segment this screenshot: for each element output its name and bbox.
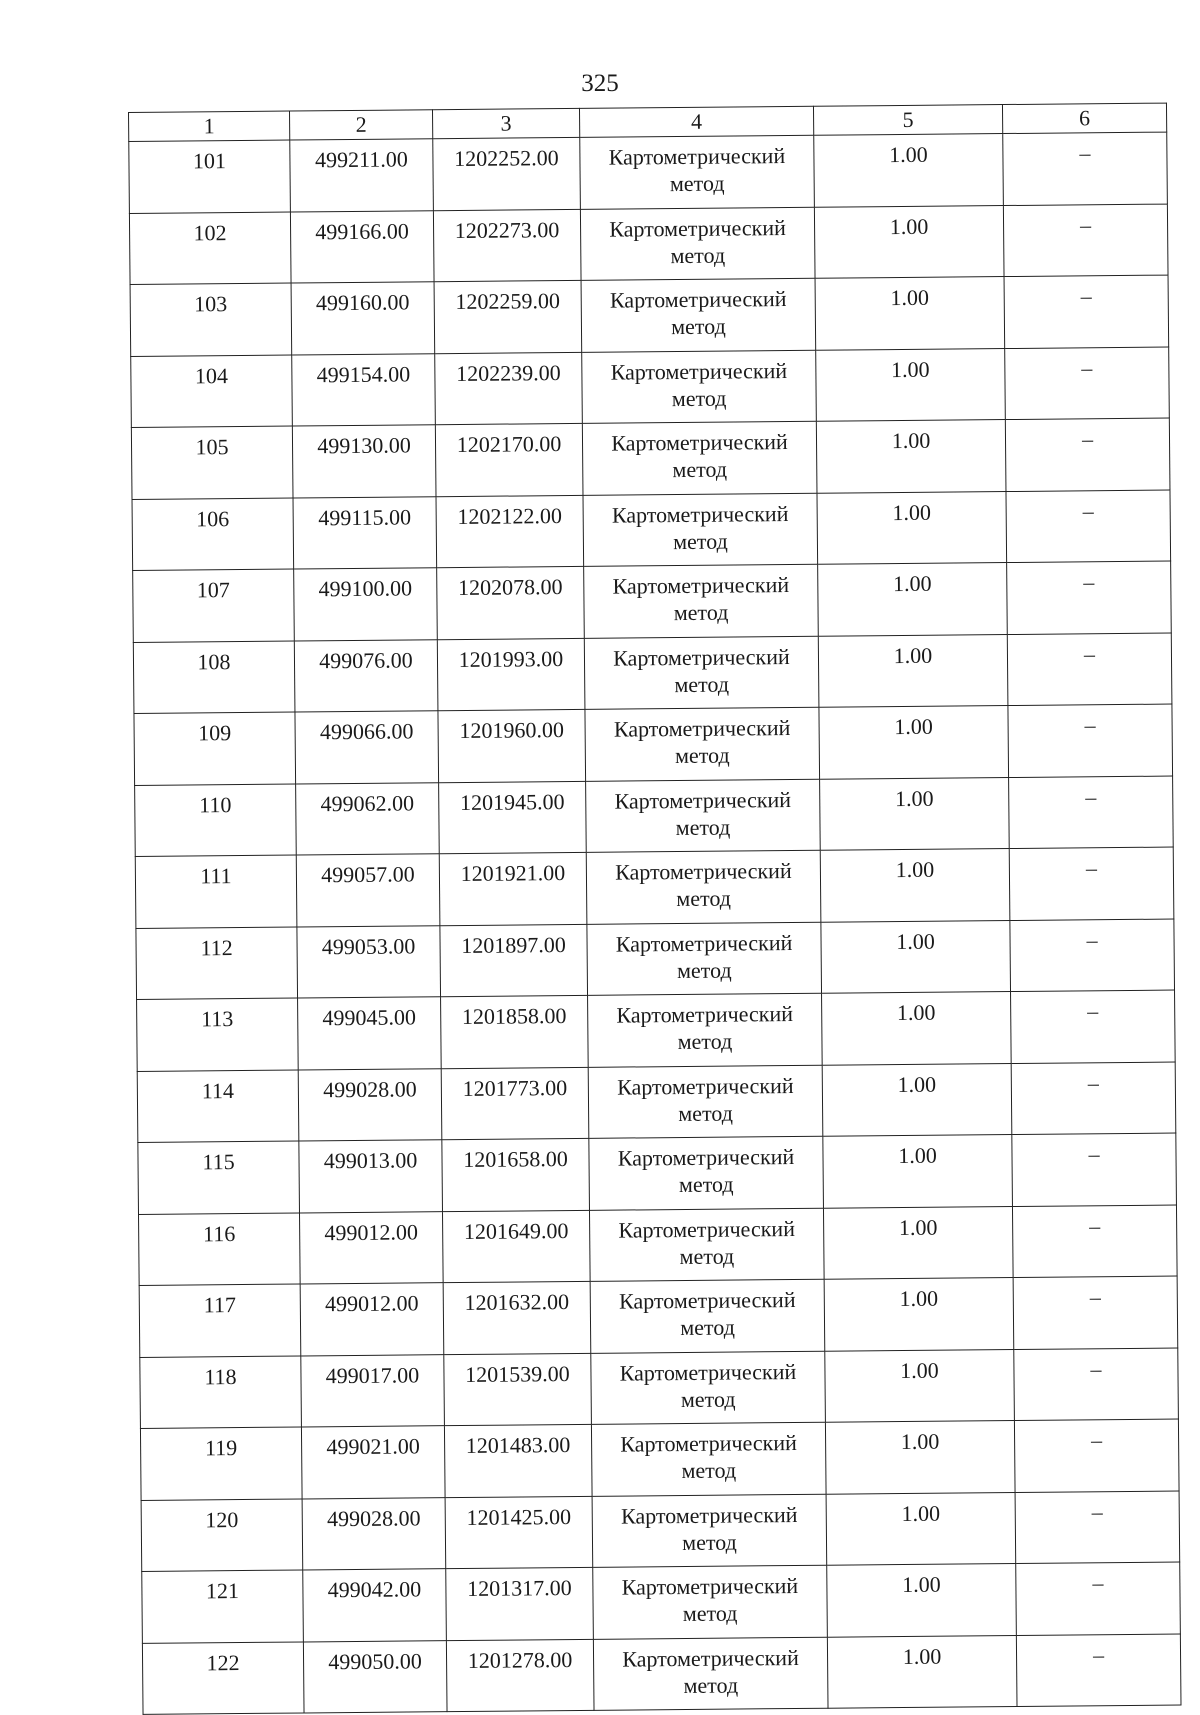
note-cell: – <box>1008 704 1173 777</box>
x-coordinate-cell: 499013.00 <box>299 1140 443 1213</box>
y-coordinate-cell: 1202122.00 <box>436 495 584 568</box>
point-number-cell: 121 <box>142 1570 304 1643</box>
x-coordinate-cell: 499160.00 <box>291 282 435 355</box>
x-coordinate-cell: 499130.00 <box>292 425 436 498</box>
accuracy-cell: 1.00 <box>820 777 1010 850</box>
accuracy-cell: 1.00 <box>825 1421 1015 1494</box>
method-line: метод <box>673 528 728 554</box>
table-row <box>132 490 1171 571</box>
column-header: 3 <box>432 108 579 138</box>
note-cell: – <box>1003 204 1168 277</box>
note-cell: – <box>1009 776 1174 849</box>
method-line: метод <box>683 1672 739 1698</box>
method-line: метод <box>681 1457 737 1484</box>
table-row <box>131 418 1170 499</box>
point-number-cell: 118 <box>140 1355 302 1428</box>
note-cell: – <box>1007 633 1172 706</box>
table-row <box>142 1634 1181 1715</box>
method-line: Картометрический <box>615 858 792 885</box>
method-line: метод <box>682 1529 737 1555</box>
x-coordinate-cell: 499211.00 <box>290 139 434 212</box>
method-line: Картометрический <box>617 1143 795 1171</box>
page-number: 325 <box>581 70 619 97</box>
method-cell <box>593 1565 828 1639</box>
accuracy-cell: 1.00 <box>822 992 1012 1065</box>
table-row <box>137 990 1176 1071</box>
x-coordinate-cell: 499066.00 <box>295 711 439 784</box>
method-line: метод <box>669 170 725 197</box>
method-line: метод <box>673 599 729 626</box>
method-line: метод <box>671 313 726 340</box>
method-line: Картометрический <box>618 1215 796 1243</box>
note-cell: – <box>1005 347 1170 420</box>
note-cell: – <box>1006 490 1171 563</box>
table-row <box>134 704 1173 785</box>
table-row <box>139 1276 1178 1357</box>
table-row <box>135 847 1174 928</box>
method-line: Картометрический <box>612 572 790 599</box>
method-line: метод <box>682 1600 738 1627</box>
note-cell: – <box>1010 919 1175 992</box>
method-cell <box>584 564 819 638</box>
method-cell <box>583 493 818 567</box>
y-coordinate-cell: 1201649.00 <box>442 1210 590 1283</box>
x-coordinate-cell: 499100.00 <box>294 568 438 641</box>
column-header: 5 <box>813 105 1002 136</box>
method-line: Картометрический <box>616 1001 794 1028</box>
accuracy-cell: 1.00 <box>827 1564 1017 1637</box>
note-cell: – <box>1004 275 1169 348</box>
point-number-cell: 117 <box>139 1284 301 1357</box>
table-row <box>141 1491 1180 1572</box>
note-cell: – <box>1015 1491 1180 1564</box>
accuracy-cell: 1.00 <box>814 205 1004 278</box>
method-line: Картометрический <box>611 429 788 456</box>
table-row <box>140 1419 1179 1500</box>
note-cell: – <box>1012 1205 1177 1278</box>
table-row <box>129 132 1168 213</box>
x-coordinate-cell: 499028.00 <box>302 1497 446 1570</box>
y-coordinate-cell: 1201483.00 <box>444 1424 592 1497</box>
accuracy-cell: 1.00 <box>816 348 1006 421</box>
method-cell <box>584 636 819 710</box>
method-line: Картометрический <box>609 214 786 242</box>
method-line: Картометрический <box>608 143 786 170</box>
point-number-cell: 115 <box>138 1141 300 1214</box>
method-line: Картометрический <box>613 715 791 742</box>
note-cell: – <box>1014 1348 1179 1421</box>
y-coordinate-cell: 1201897.00 <box>440 924 588 997</box>
method-line: Картометрический <box>614 786 792 814</box>
method-cell <box>582 421 817 495</box>
x-coordinate-cell: 499021.00 <box>301 1426 445 1499</box>
point-number-cell: 103 <box>130 283 292 356</box>
method-line: Картометрический <box>611 500 789 528</box>
method-line: метод <box>672 456 728 483</box>
y-coordinate-cell: 1201993.00 <box>437 638 585 711</box>
accuracy-cell: 1.00 <box>817 491 1007 564</box>
method-cell <box>587 922 822 996</box>
method-cell <box>590 1279 825 1353</box>
point-number-cell: 120 <box>141 1498 303 1571</box>
method-line: метод <box>676 885 732 912</box>
column-header: 1 <box>129 111 290 141</box>
method-line: Картометрический <box>619 1358 797 1386</box>
accuracy-cell: 1.00 <box>826 1492 1016 1565</box>
point-number-cell: 102 <box>129 212 291 285</box>
method-line: Картометрический <box>621 1572 799 1600</box>
column-header: 4 <box>579 106 813 137</box>
note-cell: – <box>1003 132 1168 205</box>
y-coordinate-cell: 1202259.00 <box>434 280 582 353</box>
table-row <box>136 919 1175 1000</box>
accuracy-cell: 1.00 <box>821 920 1011 993</box>
table-row <box>139 1205 1178 1286</box>
method-line: метод <box>674 742 730 769</box>
method-line: Картометрический <box>615 929 793 957</box>
accuracy-cell: 1.00 <box>824 1278 1014 1351</box>
y-coordinate-cell: 1202170.00 <box>435 423 583 496</box>
method-line: метод <box>671 385 727 411</box>
accuracy-cell: 1.00 <box>814 134 1004 207</box>
y-coordinate-cell: 1202252.00 <box>433 137 581 210</box>
table-row <box>131 347 1170 428</box>
accuracy-cell: 1.00 <box>815 277 1005 350</box>
method-line: метод <box>674 671 730 697</box>
method-cell <box>588 1065 823 1139</box>
table-row <box>130 275 1169 356</box>
y-coordinate-cell: 1201317.00 <box>446 1567 594 1640</box>
accuracy-cell: 1.00 <box>825 1349 1015 1422</box>
x-coordinate-cell: 499154.00 <box>292 353 436 426</box>
x-coordinate-cell: 499045.00 <box>298 997 442 1070</box>
y-coordinate-cell: 1201425.00 <box>445 1496 593 1569</box>
method-cell <box>591 1422 826 1496</box>
x-coordinate-cell: 499053.00 <box>297 925 441 998</box>
point-number-cell: 106 <box>132 498 294 571</box>
y-coordinate-cell: 1202078.00 <box>437 566 585 639</box>
table-row <box>133 633 1172 714</box>
point-number-cell: 122 <box>142 1641 304 1714</box>
method-line: метод <box>678 1100 734 1126</box>
note-cell: – <box>1016 1634 1181 1707</box>
note-cell: – <box>1011 990 1176 1063</box>
point-number-cell: 104 <box>131 355 293 428</box>
method-cell <box>588 993 823 1067</box>
table-body <box>129 132 1181 1714</box>
x-coordinate-cell: 499076.00 <box>294 639 438 712</box>
y-coordinate-cell: 1201773.00 <box>441 1067 589 1140</box>
x-coordinate-cell: 499057.00 <box>296 854 440 927</box>
accuracy-cell: 1.00 <box>823 1206 1013 1279</box>
y-coordinate-cell: 1201658.00 <box>442 1138 590 1211</box>
method-cell <box>589 1208 824 1282</box>
accuracy-cell: 1.00 <box>822 1063 1012 1136</box>
table-row <box>129 204 1168 285</box>
method-line: метод <box>679 1243 735 1269</box>
method-cell <box>586 779 821 853</box>
note-cell: – <box>1007 561 1172 634</box>
method-line: метод <box>675 814 731 840</box>
method-line: метод <box>680 1386 736 1412</box>
x-coordinate-cell: 499166.00 <box>290 210 434 283</box>
method-line: метод <box>677 1028 733 1055</box>
method-cell <box>591 1351 826 1425</box>
method-line: Картометрический <box>620 1501 798 1529</box>
table-row <box>137 1062 1176 1143</box>
table-row <box>140 1348 1179 1429</box>
note-cell: – <box>1005 418 1170 491</box>
x-coordinate-cell: 499050.00 <box>303 1640 447 1713</box>
table-row <box>142 1562 1181 1643</box>
point-number-cell: 110 <box>135 784 297 857</box>
point-number-cell: 107 <box>133 569 295 642</box>
point-number-cell: 112 <box>136 927 298 1000</box>
x-coordinate-cell: 499062.00 <box>296 782 440 855</box>
method-line: метод <box>678 1171 734 1198</box>
x-coordinate-cell: 499042.00 <box>303 1569 447 1642</box>
point-number-cell: 116 <box>139 1212 301 1285</box>
method-line: метод <box>670 242 726 268</box>
note-cell: – <box>1009 847 1174 920</box>
y-coordinate-cell: 1201278.00 <box>446 1639 594 1712</box>
method-line: Картометрический <box>620 1429 797 1457</box>
coordinates-table <box>128 103 1182 1715</box>
point-number-cell: 108 <box>133 641 295 714</box>
accuracy-cell: 1.00 <box>816 420 1006 493</box>
accuracy-cell: 1.00 <box>823 1135 1013 1208</box>
point-number-cell: 105 <box>131 426 293 499</box>
y-coordinate-cell: 1202273.00 <box>433 209 581 282</box>
y-coordinate-cell: 1201945.00 <box>439 781 587 854</box>
method-line: Картометрический <box>617 1072 794 1100</box>
y-coordinate-cell: 1201921.00 <box>439 852 587 925</box>
table-row <box>135 776 1174 857</box>
x-coordinate-cell: 499017.00 <box>301 1354 445 1427</box>
y-coordinate-cell: 1202239.00 <box>435 352 583 425</box>
accuracy-cell: 1.00 <box>820 849 1010 922</box>
y-coordinate-cell: 1201539.00 <box>444 1353 592 1426</box>
point-number-cell: 113 <box>137 998 299 1071</box>
method-line: Картометрический <box>610 357 788 385</box>
accuracy-cell: 1.00 <box>819 706 1009 779</box>
method-cell <box>580 135 815 209</box>
method-cell <box>589 1136 824 1210</box>
method-cell <box>585 707 820 781</box>
accuracy-cell: 1.00 <box>818 634 1008 707</box>
method-cell <box>586 850 821 924</box>
point-number-cell: 119 <box>140 1427 302 1500</box>
table-row <box>138 1133 1177 1214</box>
method-line: метод <box>676 957 732 983</box>
y-coordinate-cell: 1201960.00 <box>438 709 586 782</box>
x-coordinate-cell: 499012.00 <box>299 1211 443 1284</box>
method-cell <box>592 1494 827 1568</box>
method-line: Картометрический <box>609 286 787 313</box>
x-coordinate-cell: 499028.00 <box>298 1068 442 1141</box>
y-coordinate-cell: 1201632.00 <box>443 1281 591 1354</box>
point-number-cell: 114 <box>137 1069 299 1142</box>
x-coordinate-cell: 499012.00 <box>300 1283 444 1356</box>
method-cell <box>581 278 816 352</box>
note-cell: – <box>1016 1562 1181 1635</box>
accuracy-cell: 1.00 <box>827 1635 1017 1708</box>
method-line: метод <box>680 1314 735 1341</box>
point-number-cell: 109 <box>134 712 296 785</box>
note-cell: – <box>1011 1062 1176 1135</box>
column-header: 6 <box>1002 103 1166 133</box>
y-coordinate-cell: 1201858.00 <box>441 995 589 1068</box>
column-header: 2 <box>289 110 432 140</box>
method-cell <box>580 207 815 281</box>
point-number-cell: 111 <box>135 855 297 928</box>
note-cell: – <box>1012 1133 1177 1206</box>
method-line: Картометрический <box>622 1644 799 1672</box>
x-coordinate-cell: 499115.00 <box>293 496 437 569</box>
method-line: Картометрический <box>618 1286 796 1314</box>
table-row <box>133 561 1172 642</box>
method-line: Картометрический <box>613 643 790 671</box>
point-number-cell: 101 <box>129 140 291 213</box>
accuracy-cell: 1.00 <box>818 563 1008 636</box>
method-cell <box>582 350 817 424</box>
method-cell <box>593 1637 828 1711</box>
note-cell: – <box>1014 1419 1179 1492</box>
note-cell: – <box>1013 1276 1178 1349</box>
